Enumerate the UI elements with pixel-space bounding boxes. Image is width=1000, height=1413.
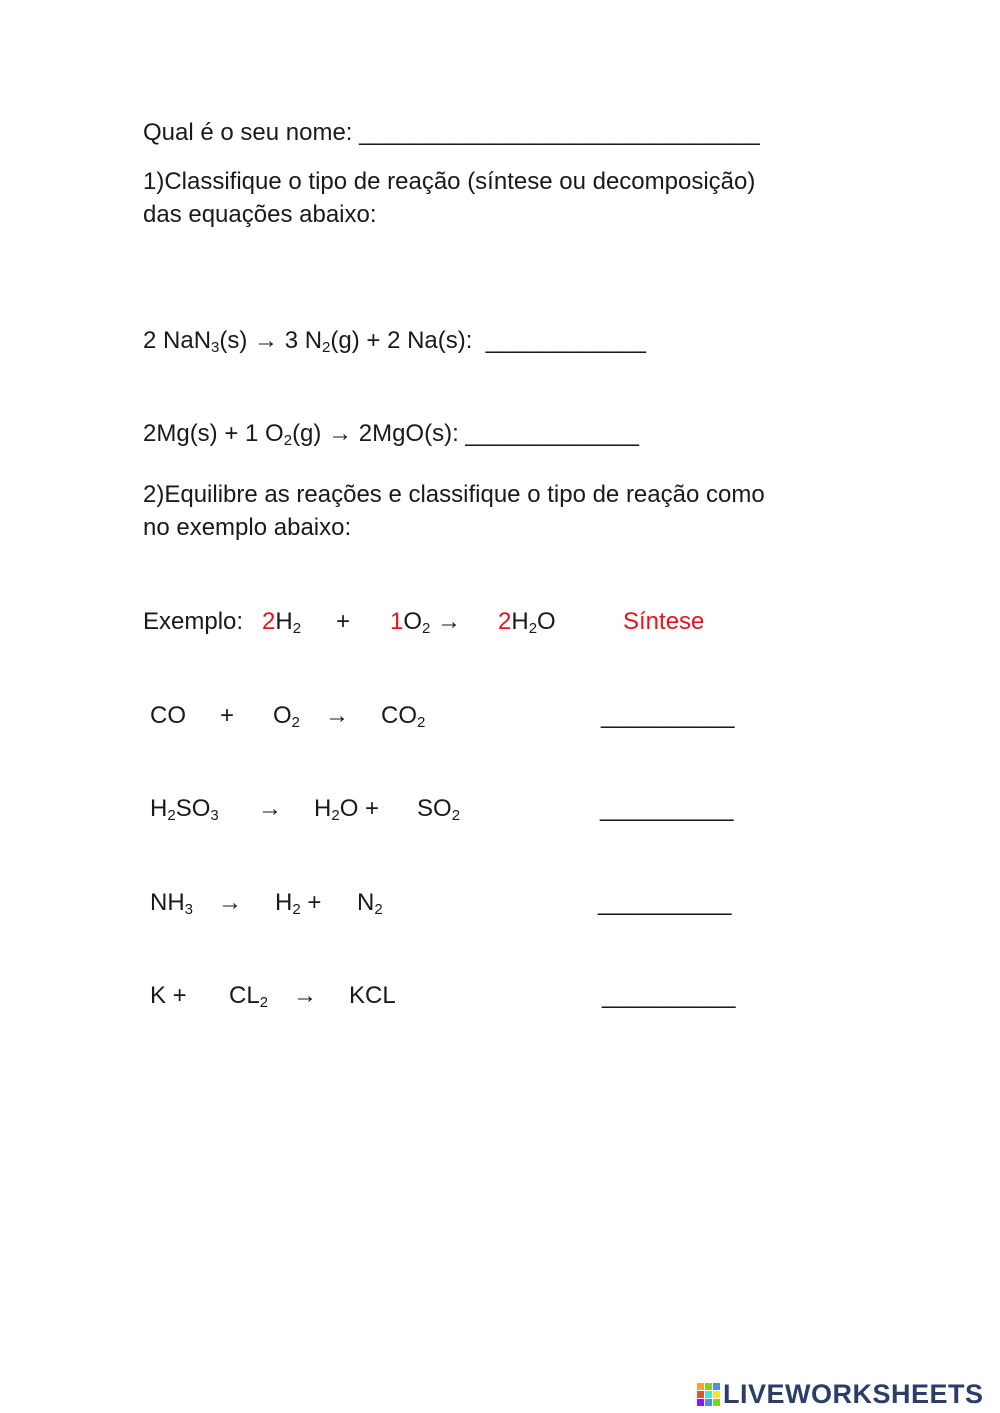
name-prompt: Qual é o seu nome: ______________________________ [143,119,760,146]
example-sub: 2 [292,620,302,637]
example-label: Exemplo: [143,608,250,635]
answer-blank[interactable]: __________ [602,982,736,1009]
r2-symbol: H [150,795,168,822]
example-symbol: O [537,608,556,635]
r3-symbol: NH [150,889,185,916]
q1-line2: das equações abaixo: [143,201,377,228]
example-sub: 2 [528,620,538,637]
r2-h2o [314,793,379,825]
r3-h2 [275,887,321,919]
q2-line1: 2)Equilibre as reações e classifique o tipo de reação como [143,481,765,508]
r2-so2 [417,793,460,825]
example-arrow: → [437,608,462,635]
r1-plus: + [220,702,235,729]
liveworksheets-brand[interactable] [697,1376,997,1412]
q1-equation-1[interactable] [143,293,646,357]
r2-symbol: O + [339,795,380,822]
r2-symbol: SO [417,795,452,822]
r2-symbol: H [314,795,332,822]
r3-symbol: N [357,889,375,916]
r2-sub: 2 [451,807,461,824]
r1-symbol: O [273,702,292,729]
example-answer: Síntese [623,608,705,635]
r4-kcl: KCL [349,982,396,1009]
eq2-part: 2Mg(s) + 1 O [143,420,284,447]
example-sub: 2 [422,620,431,637]
example-plus: + [336,608,351,635]
example-symbol: O [403,608,423,635]
eq1-sub: 3 [211,339,220,356]
r3-sub: 3 [184,901,194,918]
brand-text: LIVEWORKSHEETS [723,1378,984,1409]
r3-arrow: → [218,889,242,916]
r1-sub: 2 [291,714,301,731]
example-h2o [498,606,556,638]
r4-symbol: CL [229,982,260,1009]
r2-arrow: → [258,795,282,822]
r2-sub: 2 [331,807,340,824]
r3-n2 [357,887,383,919]
r3-nh3 [150,887,193,919]
answer-blank[interactable]: __________ [600,795,734,822]
eq1-part: (s) → 3 N [219,327,323,354]
example-symbol: H [275,608,293,635]
r4-arrow: → [293,982,317,1009]
example-coef: 2 [498,608,512,635]
r1-arrow: → [325,702,349,729]
r4-cl2 [229,980,268,1012]
q1-line1: 1)Classifique o tipo de reação (síntese ou decomposição) [143,168,756,195]
r4-k: K + [150,982,187,1009]
example-symbol: H [511,608,529,635]
r1-sub: 2 [417,714,426,731]
r1-co: CO [150,702,186,729]
r3-symbol: H [275,889,293,916]
r2-symbol: SO [175,795,211,822]
eq2-sub: 2 [283,432,293,449]
example-h2 [262,606,301,638]
example-coef: 1 [390,608,404,635]
liveworksheets-logo-icon [697,1383,720,1406]
r1-o2 [273,700,300,732]
r2-h2so3 [150,793,219,825]
r2-sub: 3 [210,807,219,824]
eq1-part: 2 NaN [143,327,212,354]
r3-sub: 2 [292,901,301,918]
eq1-sub: 2 [322,339,331,356]
r3-sub: 2 [374,901,383,918]
answer-blank[interactable]: __________ [601,702,735,729]
q1-equation-2[interactable] [143,386,639,450]
r4-sub: 2 [259,994,269,1011]
example-coef: 2 [262,608,276,635]
example-o2 [390,606,461,638]
answer-blank[interactable]: __________ [598,889,732,916]
q2-line2: no exemplo abaixo: [143,514,352,541]
r1-symbol: CO [381,702,417,729]
r1-co2 [381,700,425,732]
eq2-part: (g) → 2MgO(s): _____________ [292,420,639,447]
eq1-part: (g) + 2 Na(s): ____________ [330,327,646,354]
r2-sub: 2 [167,807,176,824]
r3-plus: + [307,889,322,916]
